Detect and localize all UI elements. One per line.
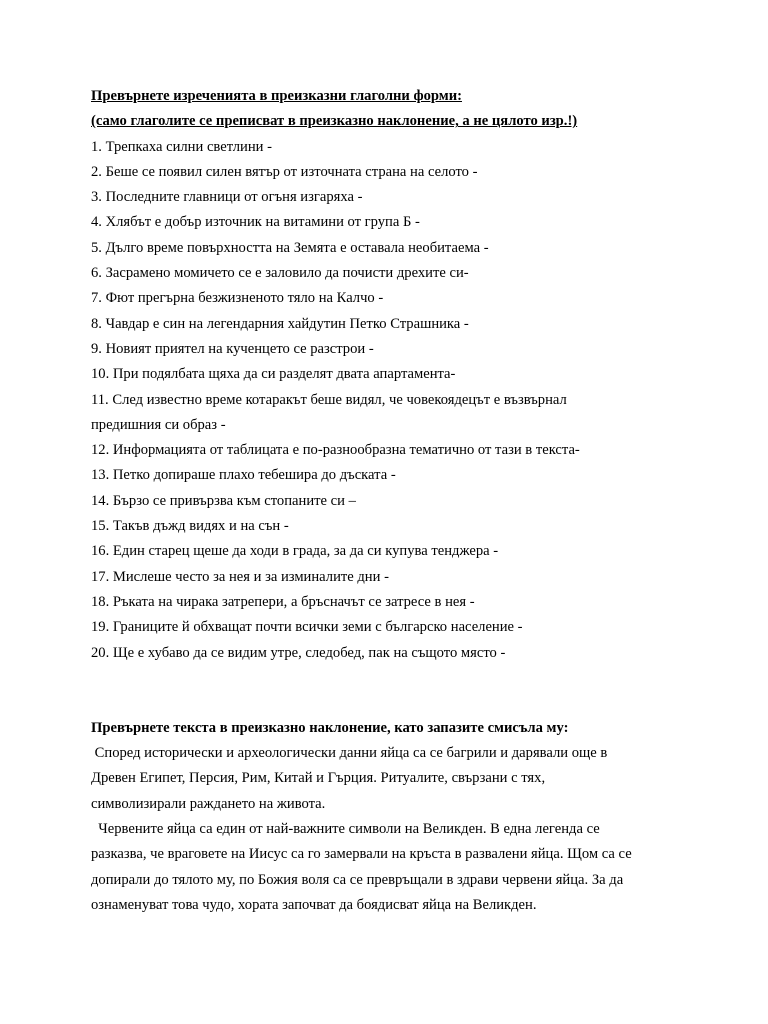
paragraph-line: допирали до тялото му, по Божия воля са се превръщали в здрави червени яйца. За да <box>91 871 624 888</box>
section1-heading: Превърнете изреченията в преизказни глаголни форми: <box>91 88 462 104</box>
exercise-item: 1. Трепкаха силни светлини - <box>91 138 272 155</box>
exercise-item: 8. Чавдар е син на легендарния хайдутин Петко Страшника - <box>91 315 469 332</box>
paragraph-line: разказва, че враговете на Иисус са го замервали на кръста в развалени яйца. Щом са се <box>91 846 632 863</box>
exercise-item: 4. Хлябът е добър източник на витамини от група Б - <box>91 214 420 231</box>
exercise-item-continuation: предишния си образ - <box>91 416 226 433</box>
paragraph-line: Червените яйца са един от най-важните символи на Великден. В една легенда се <box>91 821 600 838</box>
exercise-item: 2. Беше се появил силен вятър от източната страна на селото - <box>91 163 478 180</box>
exercise-list <box>91 135 691 666</box>
exercise-item: 12. Информацията от таблицата е по-разнообразна тематично от тази в текста- <box>91 442 580 459</box>
exercise-item: 3. Последните главници от огъня изгаряха - <box>91 189 363 206</box>
document-page <box>91 84 691 918</box>
paragraph-line: Според исторически и археологически данни яйца са се багрили и дарявали още в <box>91 745 608 762</box>
exercise-item: 11. След известно време котаракът беше видял, че човекоядецът е възвърнал <box>91 391 567 408</box>
exercise-item: 9. Новият приятел на кученцето се разстрои - <box>91 340 374 357</box>
paragraph-text <box>91 741 691 918</box>
exercise-item: 14. Бързо се привързва към стопаните си – <box>91 492 356 509</box>
exercise-item: 13. Петко допираше плахо тебешира до дъската - <box>91 467 396 484</box>
paragraph-line: символизирали раждането на живота. <box>91 795 326 812</box>
exercise-item: 15. Такъв дъжд видях и на сън - <box>91 518 289 535</box>
exercise-item: 16. Един старец щеше да ходи в града, за да си купува тенджера - <box>91 543 499 560</box>
section2-heading: Превърнете текста в преизказно наклонение, като запазите смисъла му: <box>91 719 569 736</box>
exercise-item: 6. Засрамено момичето се е заловило да почисти дрехите си- <box>91 265 469 282</box>
exercise-item: 7. Фют прегърна безжизненото тяло на Калчо - <box>91 290 384 307</box>
exercise-item: 19. Границите й обхващат почти всички земи с българско население - <box>91 619 523 636</box>
exercise-item: 18. Ръката на чирака затрепери, а бръсначът се затресе в нея - <box>91 593 475 610</box>
paragraph-line: ознаменуват това чудо, хората започват да боядисват яйца на Великден. <box>91 896 537 913</box>
exercise-item: 17. Мислеше често за нея и за изминалите дни - <box>91 568 389 585</box>
exercise-item: 10. При подялбата щяха да си разделят двата апартамента- <box>91 366 456 383</box>
paragraph-line: Древен Египет, Персия, Рим, Китай и Гърция. Ритуалите, свързани с тях, <box>91 770 546 787</box>
section-spacer <box>91 666 691 716</box>
section1-subheading: (само глаголите се преписват в преизказно наклонение, а не цялото изр.!) <box>91 113 578 130</box>
exercise-item: 5. Дълго време повърхността на Земята е оставала необитаема - <box>91 239 489 256</box>
exercise-item: 20. Ще е хубаво да се видим утре, следобед, пак на същото място - <box>91 644 506 661</box>
